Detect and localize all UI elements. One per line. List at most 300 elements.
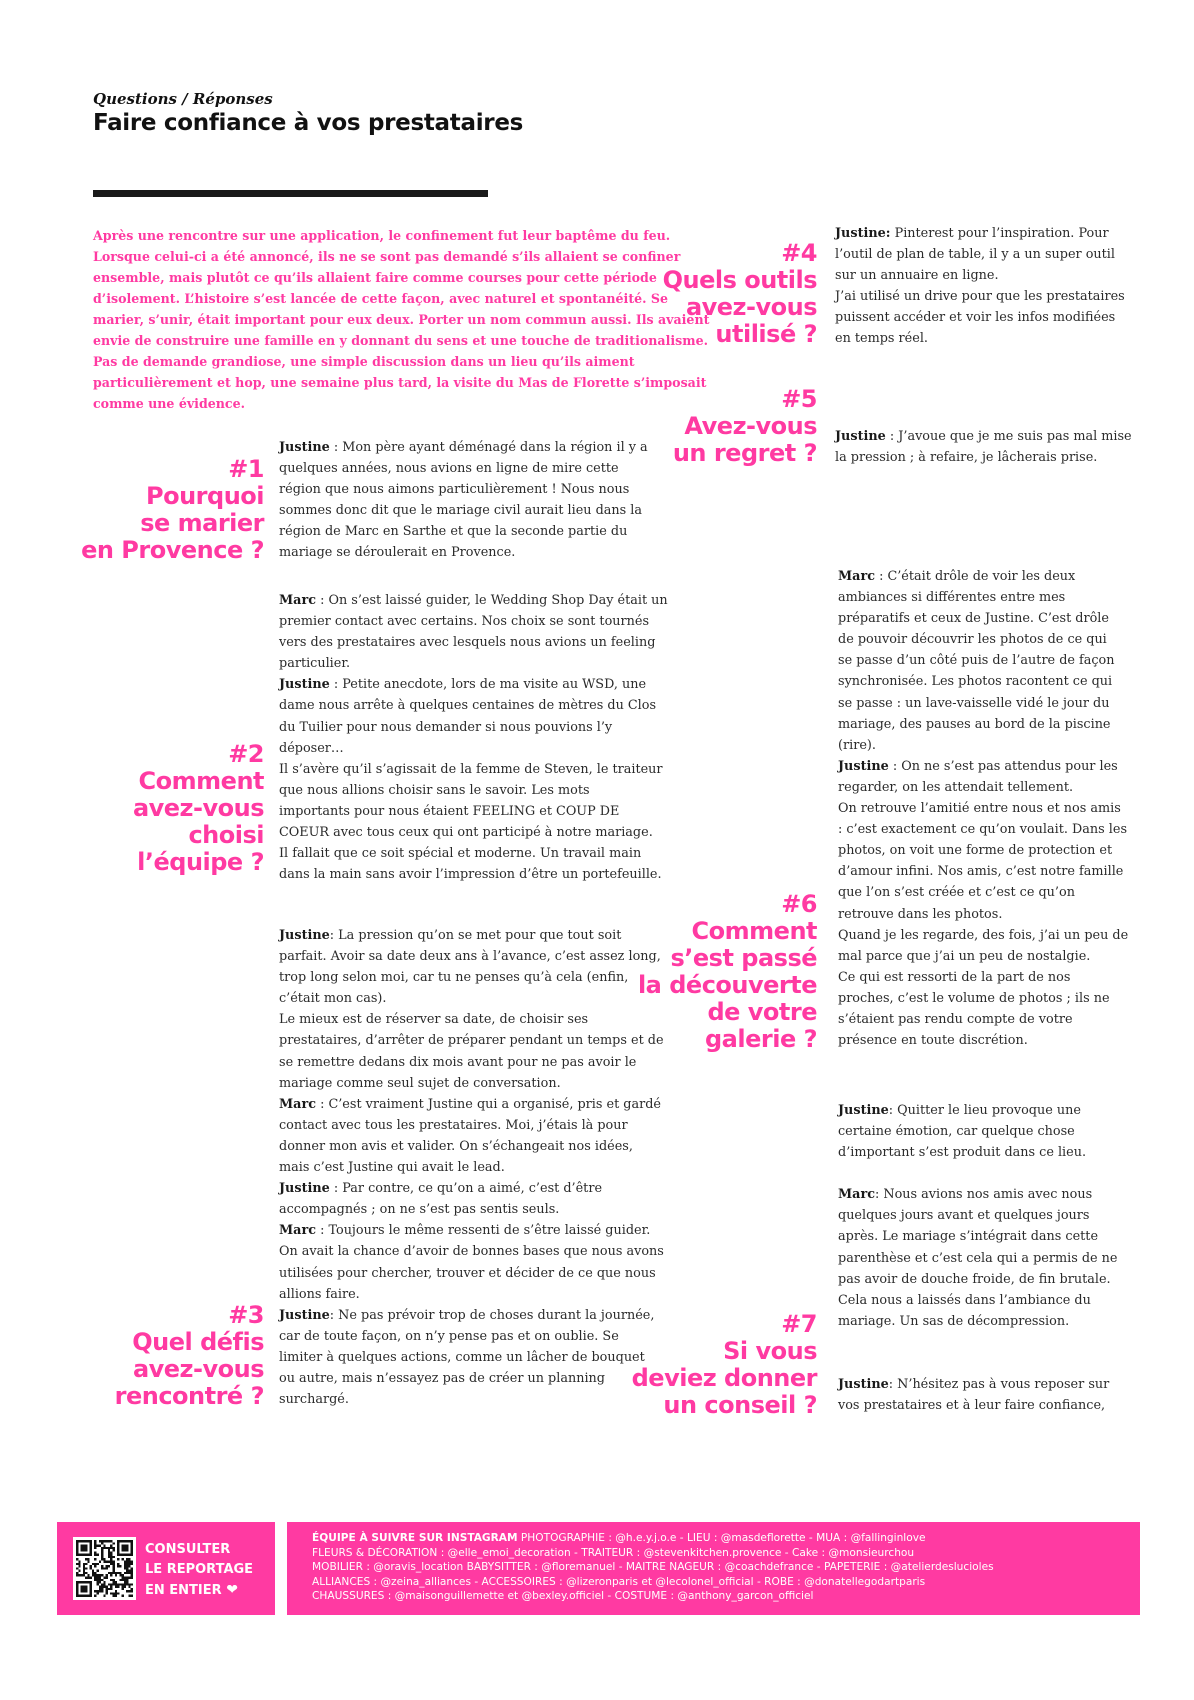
speaker-name: Marc <box>838 569 875 584</box>
qr-module <box>108 1583 110 1585</box>
qr-module <box>81 1574 83 1576</box>
answer-line: Marc : Toujours le même ressenti de s’être laissé guider. <box>279 1223 651 1239</box>
qr-module <box>115 1592 117 1594</box>
question-line: l’équipe ? <box>137 848 264 876</box>
intro-line: comme une évidence. <box>93 396 245 411</box>
qr-module <box>108 1547 110 1549</box>
title-rule <box>93 190 488 197</box>
qr-module <box>87 1561 89 1563</box>
answer-1 <box>279 437 648 564</box>
qr-module <box>108 1572 110 1574</box>
qr-module <box>115 1583 117 1585</box>
intro-line: envie de construire une famille en y donnant du sens et une touche de traditionalisme. <box>93 333 708 348</box>
qr-code-graphic <box>76 1540 133 1597</box>
qr-module <box>90 1590 92 1592</box>
qr-module <box>128 1572 130 1574</box>
question-line: un conseil ? <box>663 1391 817 1419</box>
qr-module <box>117 1540 119 1542</box>
qr-module <box>76 1558 78 1560</box>
answer-line: quelques jours avant et quelques jours <box>838 1208 1090 1224</box>
speaker-name: Justine: <box>835 226 891 241</box>
intro-paragraph <box>93 225 710 414</box>
qr-module <box>85 1558 87 1560</box>
qr-module <box>119 1572 121 1574</box>
qr-module <box>76 1572 78 1574</box>
qr-module <box>103 1558 105 1560</box>
question-line: de votre <box>707 998 817 1026</box>
answer-line: présence en toute discrétion. <box>838 1033 1028 1049</box>
answer-line: l’outil de plan de table, il y a un super outil <box>835 247 1115 263</box>
qr-module <box>103 1581 105 1583</box>
answer-line: mariage. Un sas de décompression. <box>838 1313 1070 1329</box>
qr-module <box>94 1542 96 1544</box>
qr-module <box>81 1554 83 1556</box>
speaker-name: Marc <box>279 1223 316 1239</box>
qr-module <box>112 1556 114 1558</box>
heart-icon: ❤ <box>226 1582 238 1598</box>
answer-line: ambiances si différentes entre mes <box>838 590 1066 606</box>
qr-module <box>94 1576 96 1578</box>
intro-line: ensemble, mais plutôt ce qu’ils allaient faire comme courses pour cette période <box>93 270 657 285</box>
qr-module <box>126 1545 128 1547</box>
answer-line: se passe : un lave-vaisselle vidé le jour du <box>838 695 1110 711</box>
qr-module <box>85 1588 87 1590</box>
qr-module <box>76 1563 78 1565</box>
answer-line: la pression ; à refaire, je lâcherais prise. <box>835 450 1098 466</box>
answer-line: synchronisée. Les photos racontent ce qui <box>838 674 1113 690</box>
qr-module <box>85 1581 87 1583</box>
qr-module <box>97 1574 99 1576</box>
qr-module <box>87 1558 89 1560</box>
qr-module <box>117 1542 119 1544</box>
qr-module <box>103 1567 105 1569</box>
qr-module <box>131 1574 133 1576</box>
question-6 <box>638 891 817 1053</box>
qr-module <box>101 1540 103 1542</box>
qr-module <box>78 1565 80 1567</box>
answer-line: vers des prestataires avec lesquels nous avions un feeling <box>279 635 656 651</box>
qr-module <box>124 1561 126 1563</box>
qr-module <box>124 1581 126 1583</box>
intro-line: Pas de demande grandiose, une simple discussion dans un lieu qu’ils aiment <box>93 354 635 369</box>
qr-module <box>131 1570 133 1572</box>
qr-module <box>106 1561 108 1563</box>
answer-line: préparatifs et ceux de Justine. C’est drôle <box>838 611 1109 627</box>
qr-module <box>101 1590 103 1592</box>
answer-line: Justine: Pinterest pour l’inspiration. Pour <box>835 226 1109 241</box>
answer-line: Quand je les regarde, des fois, j’ai un peu de <box>838 927 1129 943</box>
qr-module <box>124 1567 126 1569</box>
qr-module <box>97 1545 99 1547</box>
qr-module <box>103 1583 105 1585</box>
qr-module <box>126 1565 128 1567</box>
question-number: #2 <box>228 740 264 768</box>
answer-line: quelques années, nous avions en ligne de mire cette <box>279 461 619 477</box>
answer-line: Marc : On s’est laissé guider, le Wedding Shop Day était un <box>279 593 668 608</box>
qr-module <box>78 1574 80 1576</box>
qr-module <box>112 1561 114 1563</box>
qr-module <box>110 1558 112 1560</box>
qr-module <box>85 1586 87 1588</box>
qr-module <box>97 1592 99 1594</box>
qr-module <box>97 1590 99 1592</box>
qr-module <box>112 1542 114 1544</box>
consult-line-1: CONSULTER <box>145 1542 231 1557</box>
qr-module <box>124 1547 126 1549</box>
qr-module <box>110 1588 112 1590</box>
intro-line: d’isolement. L’histoire s’est lancée de cette façon, avec naturel et spontanéité. Se <box>93 291 669 306</box>
question-line: Si vous <box>723 1337 817 1365</box>
answer-line: accompagnés ; on ne s’est pas sentis seuls. <box>279 1202 560 1218</box>
qr-module <box>101 1551 103 1553</box>
qr-module <box>131 1572 133 1574</box>
qr-module <box>112 1579 114 1581</box>
qr-module <box>106 1567 108 1569</box>
qr-module <box>126 1561 128 1563</box>
qr-module <box>122 1554 124 1556</box>
question-2 <box>133 741 264 876</box>
speaker-name: Justine <box>838 1377 889 1392</box>
qr-module <box>119 1579 121 1581</box>
qr-module <box>94 1547 96 1549</box>
qr-module <box>106 1565 108 1567</box>
qr-module <box>112 1549 114 1551</box>
answer-4 <box>835 223 1135 350</box>
answer-line: du Tuilier pour nous demander si nous pouvions l’y <box>279 719 613 735</box>
answer-line: que l’on s’est créée et c’est ce qu’on <box>838 885 1075 901</box>
qr-module <box>126 1576 128 1578</box>
answer-line: surchargé. <box>279 1392 349 1408</box>
qr-module <box>103 1576 105 1578</box>
qr-module <box>101 1588 103 1590</box>
qr-module <box>90 1547 92 1549</box>
qr-module <box>94 1540 96 1542</box>
qr-module <box>97 1579 99 1581</box>
qr-module <box>115 1581 117 1583</box>
qr-module <box>101 1542 103 1544</box>
qr-module <box>128 1586 130 1588</box>
question-number: #6 <box>781 890 817 918</box>
qr-module <box>76 1588 78 1590</box>
answer-line: photos, on voit une forme de protection et <box>838 843 1113 859</box>
qr-module <box>115 1590 117 1592</box>
qr-module <box>110 1540 112 1542</box>
qr-module <box>103 1561 105 1563</box>
qr-module <box>122 1558 124 1560</box>
qr-module <box>85 1540 87 1542</box>
qr-module <box>128 1576 130 1578</box>
qr-module <box>103 1547 105 1549</box>
qr-module <box>76 1545 78 1547</box>
qr-module <box>81 1595 83 1597</box>
qr-module <box>101 1574 103 1576</box>
qr-module <box>128 1565 130 1567</box>
qr-module <box>124 1565 126 1567</box>
qr-module <box>97 1583 99 1585</box>
qr-module <box>112 1563 114 1565</box>
answer-line: Justine : J’avoue que je me suis pas mal mise <box>835 429 1132 444</box>
consult-line-3-text: EN ENTIER <box>145 1583 222 1598</box>
answer-line: Ce qui est ressorti de la part de nos <box>838 969 1071 985</box>
answer-line: : c’est exactement ce qu’on voulait. Dans les <box>838 822 1128 838</box>
qr-module <box>126 1558 128 1560</box>
qr-module <box>101 1547 103 1549</box>
answer-line: région que nous aimons particulièrement ! Nous nous <box>279 482 630 498</box>
credits-line-2: FLEURS & DÉCORATION : @elle_emoi_decoration - TRAITEUR : @stevenkitchen.provence - Cake : @monsieurchou <box>312 1546 915 1559</box>
answer-line: Justine: Ne pas prévoir trop de choses durant la journée, <box>279 1307 655 1323</box>
qr-module <box>76 1574 78 1576</box>
qr-module <box>87 1595 89 1597</box>
answer-line: pas avoir de douche froide, de fin brutale. <box>838 1271 1111 1287</box>
qr-module <box>119 1540 121 1542</box>
qr-module <box>131 1554 133 1556</box>
answer-line: Le mieux est de réserver sa date, de choisir ses <box>279 1012 589 1028</box>
question-4 <box>663 240 817 348</box>
question-1 <box>81 456 264 564</box>
answer-line: donner mon avis et valider. On s’échangeait nos idées, <box>279 1138 633 1154</box>
qr-module <box>94 1558 96 1560</box>
answer-3 <box>279 925 664 1410</box>
qr-module <box>122 1545 124 1547</box>
credits-line-1 <box>312 1531 1140 1546</box>
answer-line: mais c’est Justine qui avait le lead. <box>279 1160 505 1176</box>
answer-line: particulier. <box>279 656 351 672</box>
credits-line-1-text: PHOTOGRAPHIE : @h.e.y.j.o.e - LIEU : @masdeflorette - MUA : @fallinginlove <box>517 1532 926 1544</box>
answer-line: Marc: Nous avions nos amis avec nous <box>838 1187 1093 1203</box>
qr-module <box>81 1590 83 1592</box>
qr-module <box>131 1567 133 1569</box>
qr-module <box>97 1554 99 1556</box>
qr-module <box>115 1572 117 1574</box>
qr-module <box>101 1586 103 1588</box>
qr-module <box>117 1572 119 1574</box>
qr-module <box>119 1565 121 1567</box>
question-line: Quels outils <box>662 266 817 294</box>
speaker-name: Justine <box>835 429 886 444</box>
intro-line: particulièrement et hop, une semaine plus tard, la visite du Mas de Florette s’imposait <box>93 375 707 390</box>
qr-module <box>99 1561 101 1563</box>
qr-module <box>94 1579 96 1581</box>
qr-module <box>97 1563 99 1565</box>
answer-line: mariage, des pauses au bord de la piscine <box>838 716 1111 732</box>
answer-line: ou autre, mais n’essayez pas de créer un planning <box>279 1370 605 1386</box>
qr-module <box>112 1595 114 1597</box>
qr-module <box>85 1576 87 1578</box>
question-line: Pourquoi <box>146 482 264 510</box>
speaker-name: Marc <box>279 1096 316 1112</box>
qr-module <box>81 1547 83 1549</box>
question-line: un regret ? <box>672 439 817 467</box>
qr-module <box>108 1551 110 1553</box>
qr-module <box>115 1595 117 1597</box>
question-line: rencontré ? <box>114 1382 264 1410</box>
qr-module <box>103 1545 105 1547</box>
qr-module <box>131 1561 133 1563</box>
answer-line: Justine : Petite anecdote, lors de ma visite au WSD, une <box>279 677 647 693</box>
answer-line: mariage se déroulerait en Provence. <box>279 545 516 561</box>
credits-line-4: ALLIANCES : @zeina_alliances - ACCESSOIRES : @lizeronparis et @lecolonel_official - ROBE : @donatellegodartparis <box>312 1575 926 1588</box>
answer-line: mariage comme seul sujet de conversation. <box>279 1075 561 1091</box>
qr-module <box>115 1574 117 1576</box>
qr-module <box>122 1595 124 1597</box>
answer-line: sur un annuaire en ligne. <box>835 268 999 284</box>
qr-module <box>81 1545 83 1547</box>
qr-module <box>76 1583 78 1585</box>
answer-line: se remettre dedans dix mois avant pour ne pas avoir le <box>279 1054 637 1070</box>
answer-line: limiter à quelques actions, comme un lâcher de bouquet <box>279 1349 645 1365</box>
question-number: #4 <box>781 239 817 267</box>
qr-module <box>110 1547 112 1549</box>
qr-module <box>85 1572 87 1574</box>
consult-report-box[interactable] <box>57 1522 275 1615</box>
question-line: Comment <box>691 917 817 945</box>
qr-module <box>85 1545 87 1547</box>
qr-module <box>131 1576 133 1578</box>
intro-line: Lorsque celui-ci a été annoncé, ils ne se sont pas demandé s’ils allaient se confiner <box>93 249 681 264</box>
qr-module <box>131 1547 133 1549</box>
qr-module <box>126 1547 128 1549</box>
answer-line: Justine : On ne s’est pas attendus pour les <box>838 758 1118 774</box>
qr-code-icon[interactable] <box>73 1537 136 1600</box>
qr-module <box>85 1563 87 1565</box>
qr-module <box>131 1545 133 1547</box>
question-7 <box>632 1311 817 1419</box>
qr-module <box>117 1547 119 1549</box>
qr-module <box>76 1547 78 1549</box>
qr-module <box>90 1583 92 1585</box>
answer-line: regarder, on les attendait tellement. <box>838 779 1074 795</box>
qr-module <box>90 1565 92 1567</box>
answer-line: c’était mon cas). <box>279 991 387 1007</box>
qr-module <box>110 1551 112 1553</box>
answer-line: On avait la chance d’avoir de bonnes bases que nous avons <box>279 1244 664 1260</box>
qr-module <box>99 1574 101 1576</box>
qr-module <box>83 1595 85 1597</box>
qr-module <box>83 1549 85 1551</box>
qr-module <box>117 1554 119 1556</box>
qr-module <box>126 1572 128 1574</box>
qr-module <box>128 1570 130 1572</box>
qr-module <box>124 1576 126 1578</box>
qr-module <box>117 1583 119 1585</box>
qr-module <box>126 1563 128 1565</box>
answer-6-continued <box>838 1100 1138 1332</box>
answer-line: Justine : Mon père ayant déménagé dans la région il y a <box>279 440 648 455</box>
question-line: Quel défis <box>132 1328 264 1356</box>
qr-module <box>122 1547 124 1549</box>
qr-module <box>110 1545 112 1547</box>
answer-line: proches, c’est le volume de photos ; ils ne <box>838 990 1110 1006</box>
qr-module <box>90 1581 92 1583</box>
qr-module <box>83 1540 85 1542</box>
qr-module <box>76 1540 78 1542</box>
qr-module <box>131 1583 133 1585</box>
answer-line: Marc : C’est vraiment Justine qui a organisé, pris et gardé <box>279 1096 662 1112</box>
qr-module <box>78 1563 80 1565</box>
qr-module <box>92 1574 94 1576</box>
qr-module <box>106 1576 108 1578</box>
qr-module <box>106 1592 108 1594</box>
answer-line: puissent accéder et voir les infos modifiées <box>835 310 1116 326</box>
intro-line: marier, s’unir, était important pour eux deux. Porter un nom commun aussi. Ils avaient <box>93 312 710 327</box>
qr-module <box>128 1554 130 1556</box>
qr-module <box>81 1540 83 1542</box>
answer-line: région de Marc en Sarthe et que la seconde partie du <box>279 524 628 540</box>
qr-module <box>78 1561 80 1563</box>
qr-module <box>108 1565 110 1567</box>
qr-module <box>99 1576 101 1578</box>
qr-module <box>112 1583 114 1585</box>
qr-module <box>126 1570 128 1572</box>
qr-module <box>90 1545 92 1547</box>
qr-module <box>117 1549 119 1551</box>
question-line: s’est passé <box>670 944 817 972</box>
qr-module <box>97 1570 99 1572</box>
answer-line: trop long selon moi, car tu ne penses qu’à cela (enfin, <box>279 970 629 986</box>
qr-module <box>90 1549 92 1551</box>
qr-module <box>97 1581 99 1583</box>
answer-line: COEUR avec tous ceux qui ont participé à notre mariage. <box>279 825 653 841</box>
qr-module <box>124 1554 126 1556</box>
qr-module <box>81 1588 83 1590</box>
qr-module <box>131 1549 133 1551</box>
qr-module <box>126 1590 128 1592</box>
qr-module <box>117 1565 119 1567</box>
answer-line: Justine: Quitter le lieu provoque une <box>838 1103 1081 1118</box>
qr-module <box>85 1567 87 1569</box>
question-number: #5 <box>781 385 817 413</box>
qr-module <box>128 1540 130 1542</box>
qr-module <box>99 1588 101 1590</box>
qr-module <box>124 1583 126 1585</box>
qr-module <box>128 1563 130 1565</box>
qr-module <box>76 1592 78 1594</box>
qr-module <box>94 1551 96 1553</box>
answer-line: car de toute façon, on n’y pense pas et on oublie. Se <box>279 1328 619 1344</box>
page-title: Faire confiance à vos prestataires <box>93 110 524 136</box>
credits-line-5: CHAUSSURES : @maisonguillemette et @bexley.officiel - COSTUME : @anthony_garcon_officiel <box>312 1590 814 1603</box>
qr-module <box>106 1574 108 1576</box>
question-line: la découverte <box>637 971 817 999</box>
consult-report-link[interactable] <box>145 1540 253 1601</box>
answer-line: dame nous arrête à quelques centaines de mètres du Clos <box>279 698 657 714</box>
qr-module <box>76 1542 78 1544</box>
qr-module <box>83 1563 85 1565</box>
qr-module <box>94 1554 96 1556</box>
qr-module <box>117 1545 119 1547</box>
answer-7 <box>838 1374 1138 1416</box>
qr-module <box>90 1586 92 1588</box>
qr-module <box>76 1551 78 1553</box>
answer-line: Justine: La pression qu’on se met pour que tout soit <box>279 928 622 943</box>
answer-line: utilisées pour chercher, trouver et décider de ce que nous <box>279 1265 656 1281</box>
question-line: choisi <box>188 821 264 849</box>
qr-module <box>90 1554 92 1556</box>
qr-module <box>106 1590 108 1592</box>
qr-module <box>81 1581 83 1583</box>
qr-module <box>108 1556 110 1558</box>
qr-module <box>92 1563 94 1565</box>
qr-module <box>131 1540 133 1542</box>
qr-module <box>94 1590 96 1592</box>
qr-module <box>117 1586 119 1588</box>
qr-module <box>131 1595 133 1597</box>
qr-module <box>83 1565 85 1567</box>
answer-2 <box>279 590 668 885</box>
qr-module <box>126 1540 128 1542</box>
credits-lead: ÉQUIPE À SUIVRE SUR INSTAGRAM <box>312 1532 518 1544</box>
qr-module <box>76 1586 78 1588</box>
